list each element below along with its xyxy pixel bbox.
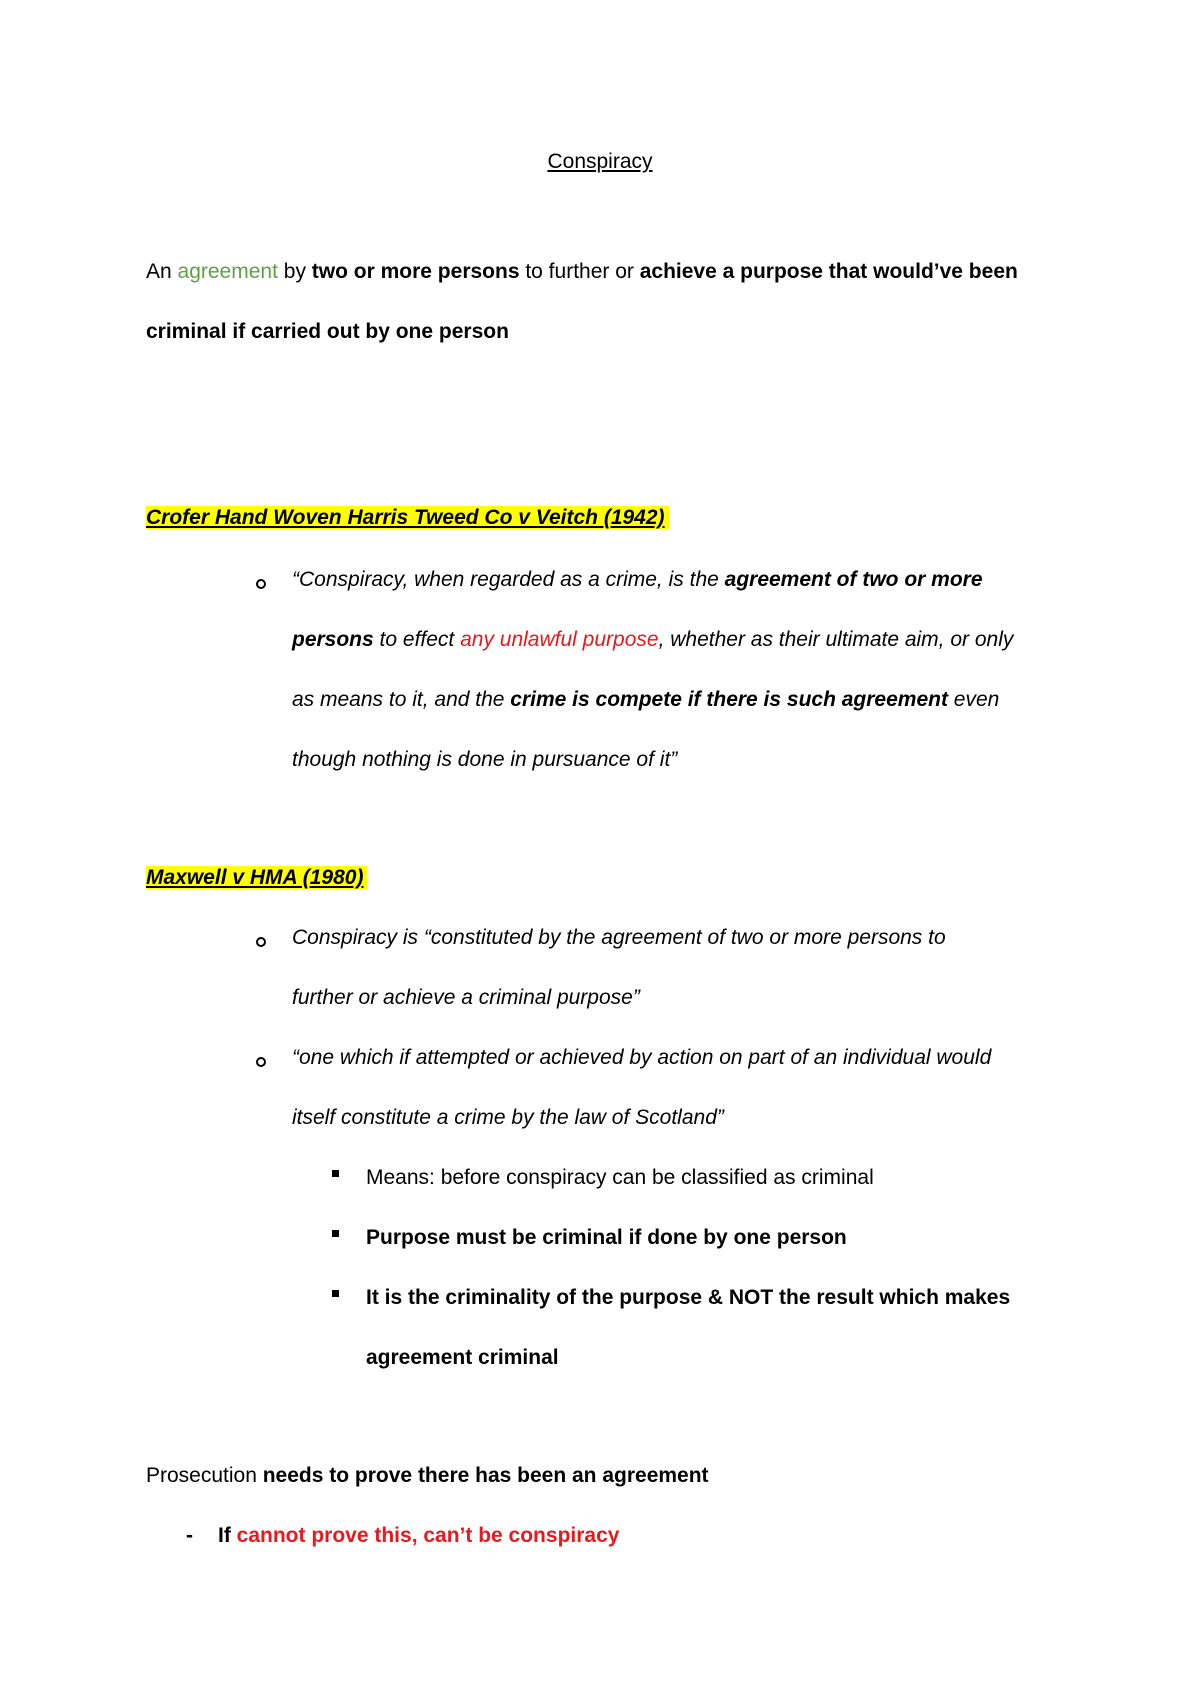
prosecution-text: Prosecution: [146, 1464, 263, 1487]
quote-text: even: [947, 688, 1000, 711]
case-heading-crofter: [146, 504, 669, 532]
hollow-circle-bullet-icon: [256, 1057, 266, 1067]
case2-subpoint-1: Means: before conspiracy can be classified as criminal: [366, 1166, 874, 1189]
quote-text: to effect: [373, 628, 461, 651]
prosecution-line: [146, 1462, 709, 1490]
case1-quote-line-3: [292, 686, 999, 714]
dash-point-text-red: cannot prove this, can’t be conspiracy: [236, 1524, 620, 1547]
case2-bullet2-line-2: itself constitute a crime by the law of Scotland”: [292, 1106, 724, 1129]
quote-text: “Conspiracy, when regarded as a crime, is the: [292, 568, 725, 591]
quote-text: as means to it, and the: [292, 688, 511, 711]
definition-keyword-agreement: agreement: [177, 260, 278, 283]
prosecution-dash-point: [218, 1522, 619, 1550]
case1-quote-line-2: [292, 626, 1013, 654]
case2-subpoint-2: Purpose must be criminal if done by one person: [366, 1226, 847, 1249]
case2-bullet1-line-1: Conspiracy is “constituted by the agreement of two or more persons to: [292, 926, 946, 949]
case2-bullet2-line-1: “one which if attempted or achieved by action on part of an individual would: [292, 1046, 992, 1069]
hollow-circle-bullet-icon: [256, 579, 266, 589]
definition-text-bold: achieve a purpose that would’ve been: [639, 260, 1018, 283]
case-heading-maxwell: [146, 864, 367, 892]
definition-line-2: criminal if carried out by one person: [146, 320, 509, 343]
definition-text: An: [146, 260, 178, 283]
quote-text-bold: crime is compete if there is such agreement: [510, 688, 948, 711]
square-bullet-icon: [332, 1290, 339, 1297]
definition-text: by: [277, 260, 312, 283]
case2-subpoint-3-line-1: It is the criminality of the purpose & NOT the result which makes: [366, 1286, 1011, 1309]
case2-subpoint-3-line-2: agreement criminal: [366, 1346, 559, 1369]
definition-text-bold: two or more persons: [311, 260, 520, 283]
definition-line-1: [146, 258, 1018, 286]
square-bullet-icon: [332, 1170, 339, 1177]
dash-point-text: If: [218, 1524, 237, 1547]
quote-text-bold: persons: [292, 628, 374, 651]
square-bullet-icon: [332, 1230, 339, 1237]
quote-text: , whether as their ultimate aim, or only: [658, 628, 1014, 651]
case-name: Crofer Hand Woven Harris Tweed Co v Veitch (1942): [146, 506, 669, 529]
case1-quote-line-4: though nothing is done in pursuance of it”: [292, 748, 678, 771]
quote-text-bold: agreement of two or more: [724, 568, 983, 591]
hollow-circle-bullet-icon: [256, 937, 266, 947]
case-name: Maxwell v HMA (1980): [146, 866, 367, 889]
dash-bullet-icon: -: [186, 1524, 193, 1547]
case2-bullet1-line-2: further or achieve a criminal purpose”: [292, 986, 640, 1009]
prosecution-text-bold: needs to prove there has been an agreement: [262, 1464, 709, 1487]
quote-text-red: any unlawful purpose: [460, 628, 659, 651]
page-title: Conspiracy: [547, 150, 653, 173]
definition-text: to further or: [519, 260, 640, 283]
case1-quote-line-1: [292, 566, 983, 594]
